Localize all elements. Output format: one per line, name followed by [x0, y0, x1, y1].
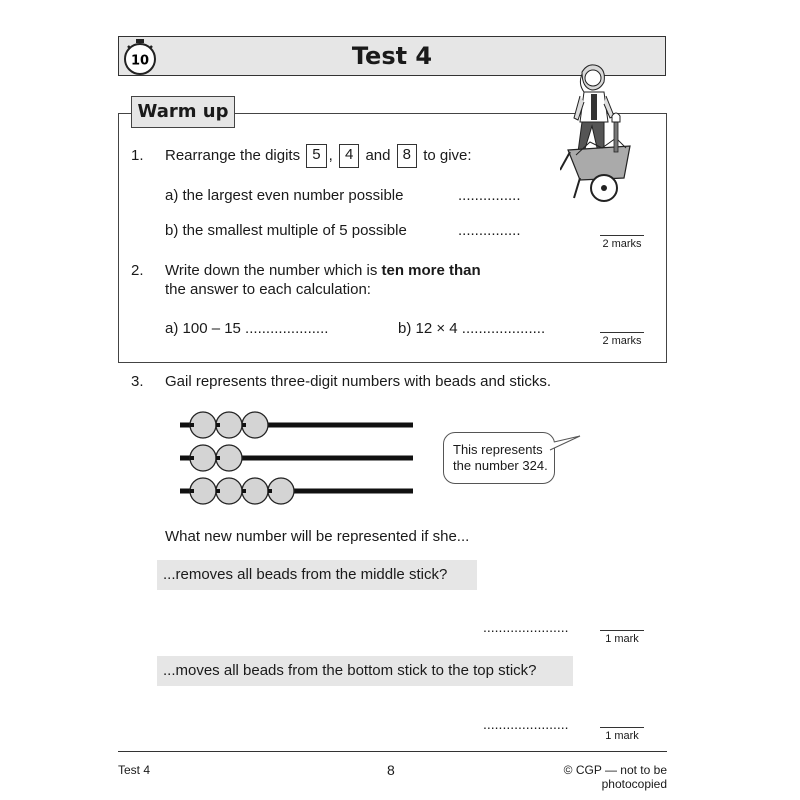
timer-value: 10 — [130, 53, 150, 69]
q3-part-b-answer[interactable]: ...................... — [483, 716, 569, 732]
q3-part-a-answer[interactable]: ...................... — [483, 619, 569, 635]
q1-mark-line — [600, 235, 644, 236]
q2-marks: 2 marks — [602, 335, 642, 347]
q1-comma: , — [328, 147, 333, 164]
q1-prompt — [165, 144, 472, 168]
q1-part-b-answer[interactable]: ............... — [458, 222, 521, 239]
q1-and: and — [365, 147, 391, 164]
bubble-line-1: This represents — [453, 442, 543, 457]
q2-mark-line — [600, 332, 644, 333]
q3a-marks: 1 mark — [605, 633, 639, 645]
q2-line2: the answer to each calculation: — [165, 281, 371, 298]
q2-line1-start: Write down the number which is — [165, 262, 378, 279]
digit-card-3: 8 — [397, 144, 417, 168]
q3a-mark-line — [600, 630, 644, 631]
speech-bubble — [443, 432, 555, 484]
digit-card-1: 5 — [306, 144, 326, 168]
q1-marks: 2 marks — [602, 238, 642, 250]
q2-part-a[interactable]: a) 100 – 15 .................... — [165, 320, 329, 337]
q1-prompt-start: Rearrange the digits — [165, 147, 301, 164]
footer-divider — [118, 751, 667, 752]
warm-up-label: Warm up — [131, 96, 235, 128]
q3b-marks: 1 mark — [605, 730, 639, 742]
page-title: Test 4 — [351, 42, 433, 70]
q3-number: 3. — [131, 373, 144, 390]
q1-number: 1. — [131, 147, 144, 164]
q1-prompt-end: to give: — [423, 147, 472, 164]
q1-part-a-answer[interactable]: ............... — [458, 187, 521, 204]
q3-prompt: Gail represents three-digit numbers with beads and sticks. — [165, 373, 552, 390]
q1-part-b: b) the smallest multiple of 5 possible — [165, 222, 407, 239]
q2-number: 2. — [131, 262, 144, 279]
q2-part-b[interactable]: b) 12 × 4 .................... — [398, 320, 546, 337]
bubble-line-2: the number 324. — [453, 458, 548, 473]
q2-line1-bold: ten more than — [381, 262, 481, 279]
q2-line1 — [165, 262, 481, 279]
q1-part-a: a) the largest even number possible — [165, 187, 404, 204]
footer-copyright: © CGP — not to be photocopied — [563, 763, 667, 791]
wheelbarrow-girl-illustration — [560, 60, 650, 205]
digit-card-2: 4 — [339, 144, 359, 168]
bead-abacus-diagram — [175, 405, 420, 505]
speech-bubble-tail — [548, 432, 584, 452]
q3-part-a-panel: ...removes all beads from the middle stick? — [157, 560, 477, 590]
page-number: 8 — [387, 762, 395, 778]
q3-question: What new number will be represented if she... — [165, 528, 470, 545]
footer-test-label: Test 4 — [118, 763, 151, 777]
q3-part-b-panel: ...moves all beads from the bottom stick to the top stick? — [157, 656, 573, 686]
stopwatch-icon — [122, 38, 158, 76]
q3b-mark-line — [600, 727, 644, 728]
